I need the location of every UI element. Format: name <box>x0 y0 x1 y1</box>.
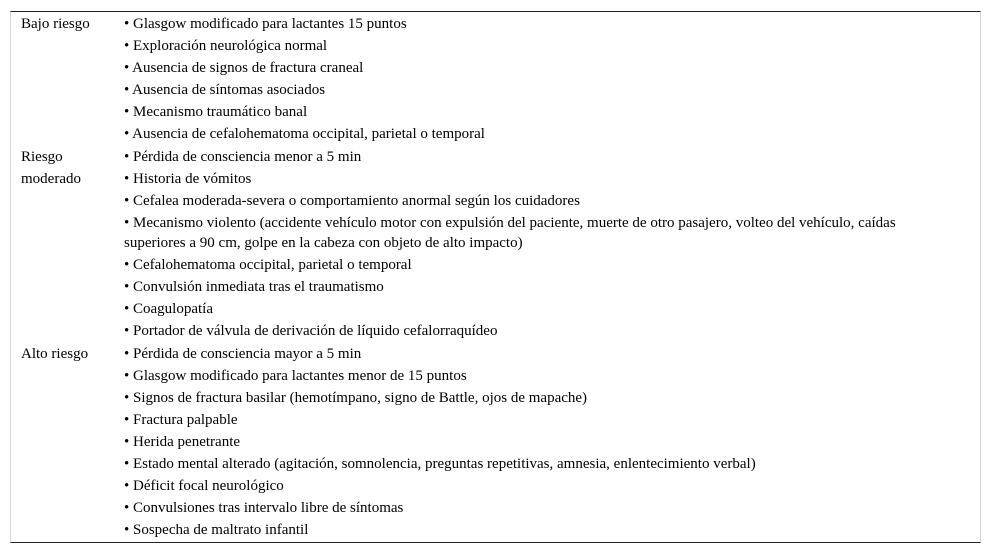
criteria-item: • Ausencia de síntomas asociados <box>124 82 326 98</box>
criteria-item: • Glasgow modificado para lactantes menor de 15 puntos <box>124 368 467 384</box>
risk-table-grid <box>11 12 980 541</box>
criteria-item: • Convulsión inmediata tras el traumatismo <box>124 279 384 295</box>
criteria-item: • Cefalea moderada-severa o comportamiento anormal según los cuidadores <box>124 193 580 209</box>
criteria-item: • Mecanismo traumático banal <box>124 104 308 120</box>
criteria-item: • Exploración neurológica normal <box>124 38 328 54</box>
category-label: Alto riesgo <box>21 346 89 362</box>
criteria-item: • Ausencia de signos de fractura craneal <box>124 60 364 76</box>
criteria-item: • Pérdida de consciencia menor a 5 min <box>124 149 362 165</box>
criteria-item: • Herida penetrante <box>124 434 241 450</box>
criteria-item: • Signos de fractura basilar (hemotímpano, signo de Battle, ojos de mapache) <box>124 390 588 406</box>
risk-group-moderate <box>11 145 980 342</box>
criteria-item: • Coagulopatía <box>124 301 213 317</box>
criteria-item: • Ausencia de cefalohematoma occipital, parietal o temporal <box>124 126 485 142</box>
criteria-item: • Historia de vómitos <box>124 171 252 187</box>
criteria-item: • Pérdida de consciencia mayor a 5 min <box>124 346 362 362</box>
risk-group-low <box>11 12 980 145</box>
criteria-list <box>124 12 980 145</box>
criteria-list <box>124 342 980 541</box>
risk-group-high <box>11 342 980 541</box>
criteria-item: • Fractura palpable <box>124 412 238 428</box>
criteria-item: • Cefalohematoma occipital, parietal o temporal <box>124 257 412 273</box>
criteria-item: • Portador de válvula de derivación de líquido cefalorraquídeo <box>124 323 498 339</box>
criteria-item: • Mecanismo violento (accidente vehículo motor con expulsión del paciente, muerte de otro pasajero, volteo del vehículo, caídas superiores a 90 cm, golpe en la cabeza con objeto de alto impacto) <box>124 215 896 251</box>
criteria-item: • Déficit focal neurológico <box>124 478 284 494</box>
criteria-item: • Convulsiones tras intervalo libre de síntomas <box>124 500 404 516</box>
criteria-item: • Glasgow modificado para lactantes 15 puntos <box>124 16 407 32</box>
criteria-item: • Estado mental alterado (agitación, somnolencia, preguntas repetitivas, amnesia, enlentecimiento verbal) <box>124 456 756 472</box>
risk-table <box>10 11 981 543</box>
category-label: Riesgo moderado <box>21 149 81 187</box>
category-label: Bajo riesgo <box>21 16 90 32</box>
criteria-list <box>124 145 980 342</box>
criteria-item: • Sospecha de maltrato infantil <box>124 522 309 538</box>
